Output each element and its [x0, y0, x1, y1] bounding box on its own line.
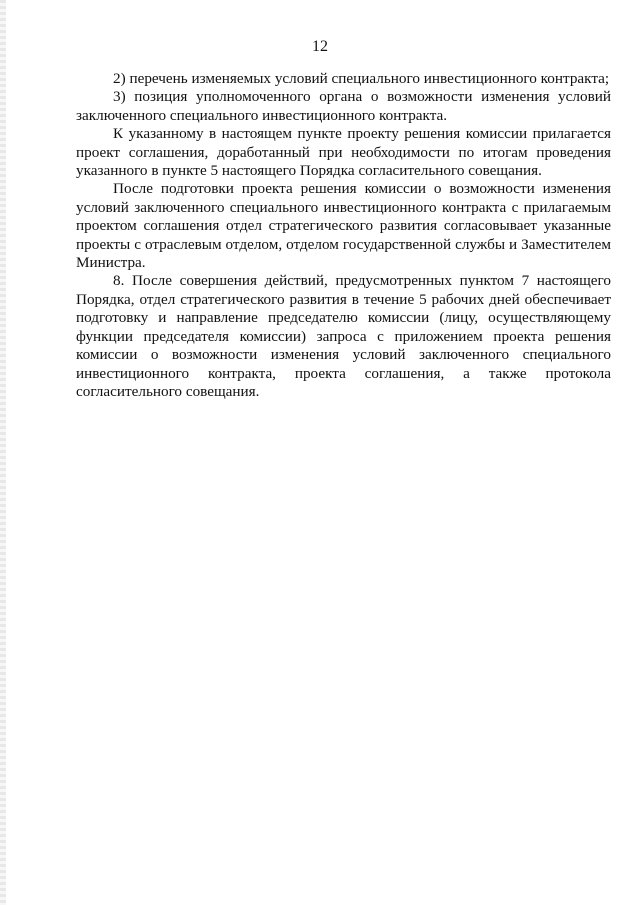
paragraph-item-3: 3) позиция уполномоченного органа о возможности изменения условий заключенного специального инвестиционного контракта. — [76, 88, 611, 124]
document-body — [76, 70, 611, 401]
scan-edge — [0, 0, 6, 905]
paragraph-attachment: К указанному в настоящем пункте проекту решения комиссии прилагается проект соглашения, доработанный при необходимости по итогам проведения указанного в пункте 5 настоящего Порядка согласительного совещания. — [76, 125, 611, 180]
paragraph-item-2: 2) перечень изменяемых условий специального инвестиционного контракта; — [113, 70, 610, 87]
paragraph-point-8: 8. После совершения действий, предусмотренных пунктом 7 настоящего Порядка, отдел стратегического развития в течение 5 рабочих дней обеспечивает подготовку и направление председателю комиссии (лицу, осуществляющему функции председателя комиссии) запроса с приложением проекта решения комиссии о возможности изменения условий заключенного специального инвестиционного контракта, проекта соглашения, а также протокола согласительного совещания. — [76, 272, 611, 400]
page-number: 12 — [312, 38, 328, 55]
paragraph-approval: После подготовки проекта решения комиссии о возможности изменения условий заключенного специального инвестиционного контракта с прилагаемым проектом соглашения отдел стратегического развития согласовывает указанные проекты с отраслевым отделом, отделом государственной службы и Заместителем Министра. — [76, 180, 611, 272]
